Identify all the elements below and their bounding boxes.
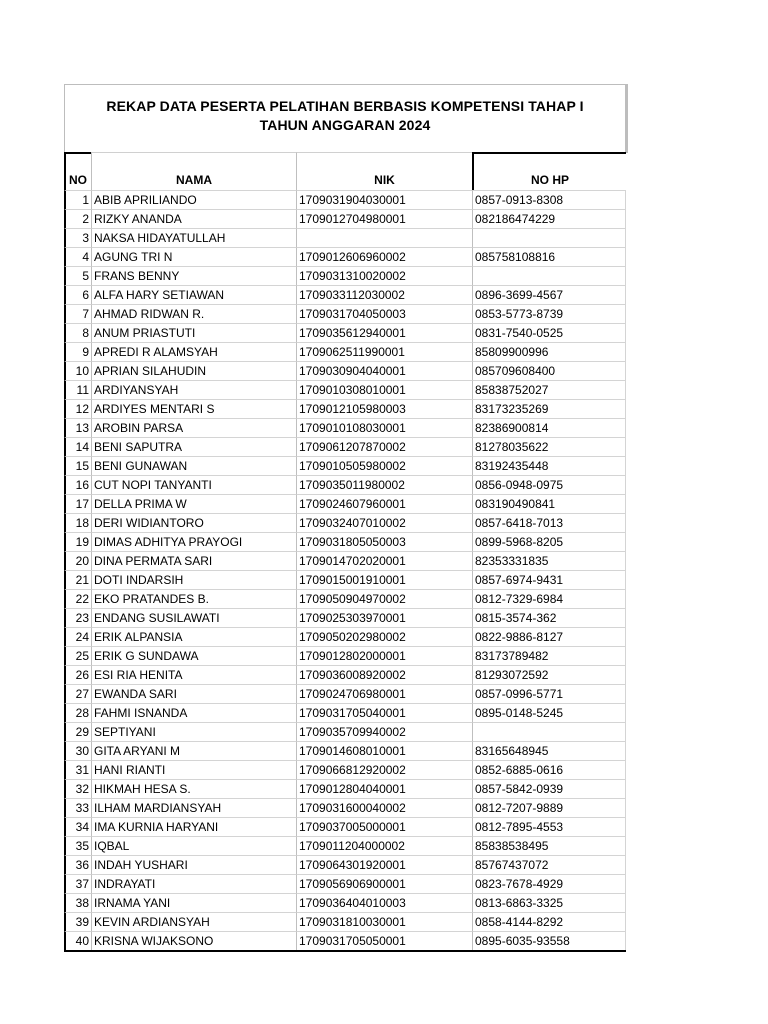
header-no-hp-label: NO HP [530, 173, 569, 187]
row-number-cell: 8 [64, 323, 91, 342]
row-number-cell: 6 [64, 285, 91, 304]
table-row [64, 760, 626, 779]
row-number-cell: 31 [64, 760, 91, 779]
row-number-cell: 26 [64, 665, 91, 684]
row-phone-cell: 83165648945 [472, 741, 626, 760]
row-number-cell: 25 [64, 646, 91, 665]
row-phone-cell: 0831-7540-0525 [472, 323, 626, 342]
table-row [64, 608, 626, 627]
row-phone-cell: 0822-9886-8127 [472, 627, 626, 646]
row-name-cell: ERIK G SUNDAWA [91, 646, 296, 665]
title-block [64, 84, 628, 153]
row-number-cell: 12 [64, 399, 91, 418]
row-name-cell: ALFA HARY SETIAWAN [91, 285, 296, 304]
table-row [64, 855, 626, 874]
row-phone-cell: 0858-4144-8292 [472, 912, 626, 931]
row-phone-cell: 85767437072 [472, 855, 626, 874]
document-title [65, 97, 625, 135]
row-nik-cell: 1709064301920001 [296, 855, 472, 874]
row-number-cell: 22 [64, 589, 91, 608]
row-nik-cell: 1709031810030001 [296, 912, 472, 931]
row-phone-cell: 83173235269 [472, 399, 626, 418]
table-row [64, 380, 626, 399]
row-name-cell: DINA PERMATA SARI [91, 551, 296, 570]
row-name-cell: IMA KURNIA HARYANI [91, 817, 296, 836]
row-name-cell: IRNAMA YANI [91, 893, 296, 912]
row-nik-cell: 1709012804040001 [296, 779, 472, 798]
table-row [64, 361, 626, 380]
row-phone-cell: 81278035622 [472, 437, 626, 456]
table-row [64, 798, 626, 817]
table-row [64, 817, 626, 836]
table-row [64, 836, 626, 855]
row-phone-cell: 0812-7207-9889 [472, 798, 626, 817]
row-name-cell: CUT NOPI TANYANTI [91, 475, 296, 494]
row-phone-cell: 0853-5773-8739 [472, 304, 626, 323]
row-number-cell: 7 [64, 304, 91, 323]
row-phone-cell: 0895-0148-5245 [472, 703, 626, 722]
row-nik-cell: 1709014702020001 [296, 551, 472, 570]
row-phone-cell: 0899-5968-8205 [472, 532, 626, 551]
row-number-cell: 18 [64, 513, 91, 532]
row-nik-cell: 1709035709940002 [296, 722, 472, 741]
row-phone-cell: 0896-3699-4567 [472, 285, 626, 304]
row-phone-cell: 0856-0948-0975 [472, 475, 626, 494]
header-nik [296, 152, 472, 190]
row-phone-cell: 0857-0913-8308 [472, 190, 626, 209]
table-row [64, 741, 626, 760]
row-name-cell: DOTI INDARSIH [91, 570, 296, 589]
row-number-cell: 32 [64, 779, 91, 798]
row-name-cell: KEVIN ARDIANSYAH [91, 912, 296, 931]
row-name-cell: FRANS BENNY [91, 266, 296, 285]
row-nik-cell: 1709035011980002 [296, 475, 472, 494]
row-name-cell: ILHAM MARDIANSYAH [91, 798, 296, 817]
row-name-cell: ARDIYES MENTARI S [91, 399, 296, 418]
row-nik-cell: 1709031904030001 [296, 190, 472, 209]
row-nik-cell: 1709061207870002 [296, 437, 472, 456]
row-nik-cell: 1709011204000002 [296, 836, 472, 855]
row-nik-cell: 1709056906900001 [296, 874, 472, 893]
row-phone-cell [472, 228, 626, 247]
row-phone-cell: 083190490841 [472, 494, 626, 513]
row-phone-cell: 0812-7329-6984 [472, 589, 626, 608]
row-number-cell: 24 [64, 627, 91, 646]
table-row [64, 646, 626, 665]
row-phone-cell: 085758108816 [472, 247, 626, 266]
row-number-cell: 34 [64, 817, 91, 836]
row-nik-cell: 1709012704980001 [296, 209, 472, 228]
header-nik-label: NIK [374, 173, 395, 187]
table-row [64, 228, 626, 247]
row-number-cell: 14 [64, 437, 91, 456]
row-number-cell: 16 [64, 475, 91, 494]
participant-table-sheet [64, 84, 626, 956]
row-name-cell: IQBAL [91, 836, 296, 855]
row-nik-cell: 1709012606960002 [296, 247, 472, 266]
row-name-cell: AROBIN PARSA [91, 418, 296, 437]
table-row [64, 247, 626, 266]
table-row [64, 209, 626, 228]
row-phone-cell: 82386900814 [472, 418, 626, 437]
row-phone-cell: 0857-0996-5771 [472, 684, 626, 703]
row-phone-cell: 0857-6974-9431 [472, 570, 626, 589]
row-number-cell: 9 [64, 342, 91, 361]
row-phone-cell: 82353331835 [472, 551, 626, 570]
row-nik-cell: 1709032407010002 [296, 513, 472, 532]
row-number-cell: 40 [64, 931, 91, 950]
header-no-hp [472, 152, 626, 190]
row-nik-cell: 1709037005000001 [296, 817, 472, 836]
row-name-cell: NAKSA HIDAYATULLAH [91, 228, 296, 247]
row-number-cell: 5 [64, 266, 91, 285]
row-name-cell: AHMAD RIDWAN R. [91, 304, 296, 323]
row-name-cell: HIKMAH HESA S. [91, 779, 296, 798]
row-phone-cell: 0815-3574-362 [472, 608, 626, 627]
row-nik-cell: 1709062511990001 [296, 342, 472, 361]
row-number-cell: 3 [64, 228, 91, 247]
row-name-cell: INDAH YUSHARI [91, 855, 296, 874]
row-number-cell: 17 [64, 494, 91, 513]
table-header-row [64, 152, 626, 190]
row-name-cell: ANUM PRIASTUTI [91, 323, 296, 342]
table-row [64, 893, 626, 912]
row-nik-cell: 1709031310020002 [296, 266, 472, 285]
table-row [64, 190, 626, 209]
row-nik-cell: 1709031705050001 [296, 931, 472, 950]
row-nik-cell: 1709015001910001 [296, 570, 472, 589]
table-row [64, 874, 626, 893]
table-row [64, 627, 626, 646]
row-phone-cell: 0813-6863-3325 [472, 893, 626, 912]
table-row [64, 551, 626, 570]
row-number-cell: 10 [64, 361, 91, 380]
table-row [64, 323, 626, 342]
header-no-label: NO [69, 173, 87, 187]
row-phone-cell: 85838752027 [472, 380, 626, 399]
row-phone-cell: 83173789482 [472, 646, 626, 665]
row-nik-cell: 1709024706980001 [296, 684, 472, 703]
row-phone-cell: 85838538495 [472, 836, 626, 855]
row-number-cell: 33 [64, 798, 91, 817]
row-phone-cell: 83192435448 [472, 456, 626, 475]
row-phone-cell: 81293072592 [472, 665, 626, 684]
row-nik-cell: 1709012802000001 [296, 646, 472, 665]
row-phone-cell: 082186474229 [472, 209, 626, 228]
row-name-cell: HANI RIANTI [91, 760, 296, 779]
row-name-cell: ESI RIA HENITA [91, 665, 296, 684]
row-name-cell: ERIK ALPANSIA [91, 627, 296, 646]
table-row [64, 703, 626, 722]
row-name-cell: ENDANG SUSILAWATI [91, 608, 296, 627]
row-nik-cell: 1709025303970001 [296, 608, 472, 627]
table-row [64, 589, 626, 608]
table-row [64, 532, 626, 551]
table-row [64, 285, 626, 304]
row-number-cell: 28 [64, 703, 91, 722]
row-number-cell: 21 [64, 570, 91, 589]
row-number-cell: 20 [64, 551, 91, 570]
row-phone-cell: 0857-5842-0939 [472, 779, 626, 798]
row-nik-cell: 1709024607960001 [296, 494, 472, 513]
row-nik-cell: 1709036404010003 [296, 893, 472, 912]
row-nik-cell: 1709033112030002 [296, 285, 472, 304]
row-nik-cell: 1709050202980002 [296, 627, 472, 646]
row-name-cell: DIMAS ADHITYA PRAYOGI [91, 532, 296, 551]
header-nama [91, 152, 296, 190]
row-nik-cell: 1709066812920002 [296, 760, 472, 779]
row-phone-cell: 0823-7678-4929 [472, 874, 626, 893]
row-nik-cell: 1709031705040001 [296, 703, 472, 722]
table-row [64, 513, 626, 532]
row-nik-cell: 1709031704050003 [296, 304, 472, 323]
row-name-cell: APRIAN SILAHUDIN [91, 361, 296, 380]
table-row [64, 665, 626, 684]
row-number-cell: 30 [64, 741, 91, 760]
header-nama-label: NAMA [176, 173, 212, 187]
row-nik-cell: 1709031805050003 [296, 532, 472, 551]
row-nik-cell: 1709035612940001 [296, 323, 472, 342]
table-row [64, 494, 626, 513]
row-name-cell: FAHMI ISNANDA [91, 703, 296, 722]
table-row [64, 418, 626, 437]
table-row [64, 475, 626, 494]
row-name-cell: INDRAYATI [91, 874, 296, 893]
row-nik-cell: 1709010108030001 [296, 418, 472, 437]
table-row [64, 304, 626, 323]
table-row [64, 456, 626, 475]
row-number-cell: 19 [64, 532, 91, 551]
table-row [64, 779, 626, 798]
row-phone-cell: 085709608400 [472, 361, 626, 380]
title-line-2: TAHUN ANGGARAN 2024 [259, 117, 431, 133]
row-phone-cell: 0812-7895-4553 [472, 817, 626, 836]
row-phone-cell: 0857-6418-7013 [472, 513, 626, 532]
row-phone-cell: 85809900996 [472, 342, 626, 361]
table-row [64, 931, 626, 950]
row-number-cell: 23 [64, 608, 91, 627]
row-name-cell: EWANDA SARI [91, 684, 296, 703]
table-row [64, 722, 626, 741]
table-row [64, 570, 626, 589]
table-row [64, 684, 626, 703]
table-row [64, 342, 626, 361]
row-nik-cell: 1709012105980003 [296, 399, 472, 418]
row-name-cell: GITA ARYANI M [91, 741, 296, 760]
row-number-cell: 27 [64, 684, 91, 703]
row-nik-cell [296, 228, 472, 247]
row-nik-cell: 1709036008920002 [296, 665, 472, 684]
row-name-cell: RIZKY ANANDA [91, 209, 296, 228]
row-name-cell: SEPTIYANI [91, 722, 296, 741]
title-line-1: REKAP DATA PESERTA PELATIHAN BERBASIS KOMPETENSI TAHAP I [106, 98, 584, 114]
row-name-cell: DERI WIDIANTORO [91, 513, 296, 532]
row-number-cell: 39 [64, 912, 91, 931]
row-number-cell: 38 [64, 893, 91, 912]
row-nik-cell: 1709050904970002 [296, 589, 472, 608]
row-number-cell: 15 [64, 456, 91, 475]
row-name-cell: EKO PRATANDES B. [91, 589, 296, 608]
row-number-cell: 36 [64, 855, 91, 874]
row-number-cell: 35 [64, 836, 91, 855]
row-number-cell: 11 [64, 380, 91, 399]
row-number-cell: 4 [64, 247, 91, 266]
row-nik-cell: 1709010505980002 [296, 456, 472, 475]
header-no [64, 152, 91, 190]
row-nik-cell: 1709014608010001 [296, 741, 472, 760]
row-number-cell: 13 [64, 418, 91, 437]
row-phone-cell [472, 722, 626, 741]
table-row [64, 266, 626, 285]
row-name-cell: APREDI R ALAMSYAH [91, 342, 296, 361]
row-name-cell: BENI GUNAWAN [91, 456, 296, 475]
row-nik-cell: 1709031600040002 [296, 798, 472, 817]
table-row [64, 912, 626, 931]
row-number-cell: 2 [64, 209, 91, 228]
row-phone-cell: 0852-6885-0616 [472, 760, 626, 779]
row-number-cell: 37 [64, 874, 91, 893]
row-name-cell: AGUNG TRI N [91, 247, 296, 266]
row-nik-cell: 1709010308010001 [296, 380, 472, 399]
row-number-cell: 29 [64, 722, 91, 741]
row-name-cell: KRISNA WIJAKSONO [91, 931, 296, 950]
row-name-cell: DELLA PRIMA W [91, 494, 296, 513]
row-nik-cell: 1709030904040001 [296, 361, 472, 380]
table-bottom-border [64, 950, 626, 952]
table-row [64, 399, 626, 418]
table-row [64, 437, 626, 456]
row-number-cell: 1 [64, 190, 91, 209]
row-phone-cell [472, 266, 626, 285]
row-name-cell: BENI SAPUTRA [91, 437, 296, 456]
row-name-cell: ARDIYANSYAH [91, 380, 296, 399]
row-phone-cell: 0895-6035-93558 [472, 931, 626, 950]
row-name-cell: ABIB APRILIANDO [91, 190, 296, 209]
